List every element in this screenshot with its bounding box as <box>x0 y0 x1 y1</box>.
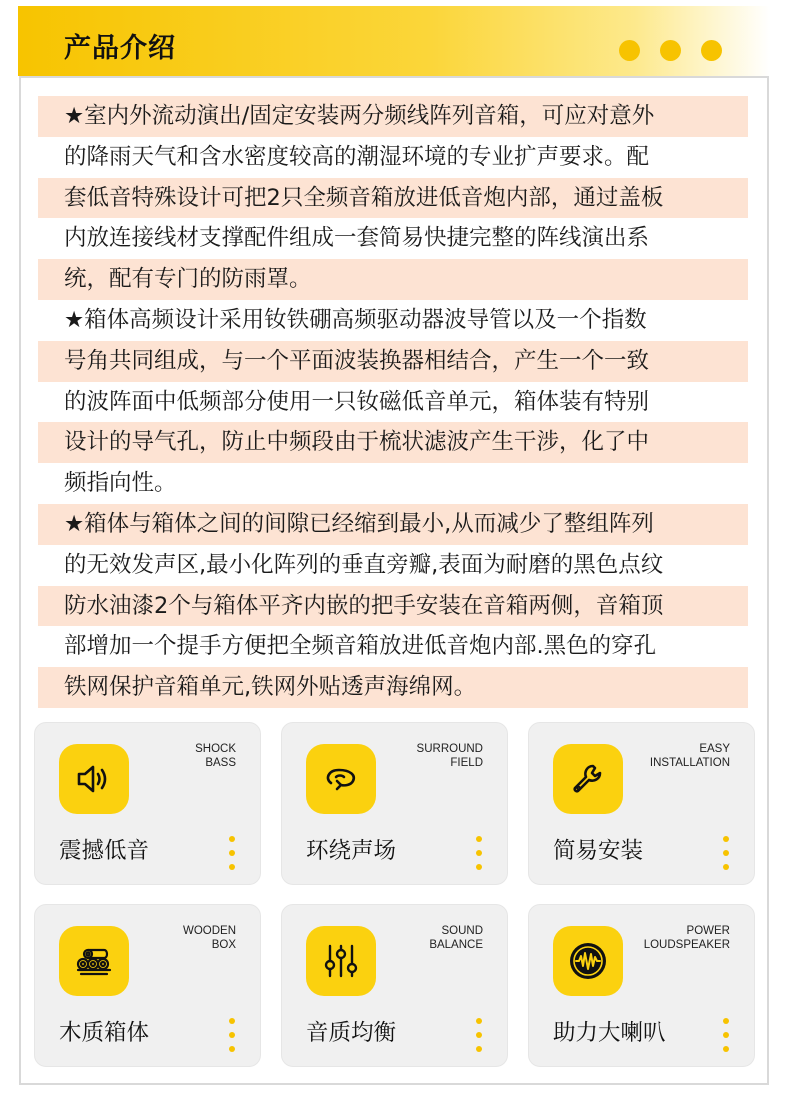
intro-line: 铁网保护音箱单元,铁网外贴透声海绵网。 <box>38 667 748 708</box>
intro-line: 内放连接线材支撑配件组成一套简易快捷完整的阵线演出系 <box>64 225 650 252</box>
intro-line: 套低音特殊设计可把2只全频音箱放进低音炮内部，通过盖板 <box>38 178 748 219</box>
intro-line: 设计的导气孔，防止中频段由于梳状滤波产生干涉，化了中 <box>38 422 748 463</box>
feature-english-label: SHOCK BASS <box>195 743 236 769</box>
page-title: 产品介绍 <box>64 33 176 64</box>
feature-english-label: POWER LOUDSPEAKER <box>643 925 730 951</box>
dot-icon <box>619 40 640 61</box>
intro-line: 号角共同组成，与一个平面波装换器相结合，产生一个一致 <box>38 341 748 382</box>
intro-line: ★室内外流动演出/固定安装两分频线阵列音箱，可应对意外 <box>38 96 748 137</box>
feature-title: 震撼低音 <box>59 838 150 864</box>
feature-card-surround-field[interactable] <box>281 722 508 885</box>
more-dots-icon[interactable] <box>229 1018 235 1052</box>
intro-line: 频指向性。 <box>64 470 177 497</box>
feature-english-label: EASY INSTALLATION <box>649 743 730 769</box>
intro-line: ★箱体高频设计采用钕铁硼高频驱动器波导管以及一个指数 <box>64 306 647 333</box>
dot-icon <box>660 40 681 61</box>
more-dots-icon[interactable] <box>723 836 729 870</box>
intro-line: 的无效发声区,最小化阵列的垂直旁瓣,表面为耐磨的黑色点纹 <box>64 551 664 578</box>
more-dots-icon[interactable] <box>476 836 482 870</box>
feature-grid <box>34 722 756 1067</box>
feature-english-label: SOUND BALANCE <box>429 925 483 951</box>
feature-english-label: SURROUND FIELD <box>416 743 483 769</box>
more-dots-icon[interactable] <box>723 1018 729 1052</box>
feature-title: 助力大喇叭 <box>553 1020 666 1046</box>
intro-line: 的波阵面中低频部分使用一只钕磁低音单元，箱体装有特别 <box>64 388 650 415</box>
dot-icon <box>701 40 722 61</box>
feature-title: 环绕声场 <box>306 838 397 864</box>
feature-card-wooden-box[interactable] <box>34 904 261 1067</box>
header-decoration-dots <box>619 40 722 61</box>
feature-card-sound-balance[interactable] <box>281 904 508 1067</box>
feature-card-easy-installation[interactable] <box>528 722 755 885</box>
intro-line: 的降雨天气和含水密度较高的潮湿环境的专业扩声要求。配 <box>64 143 650 170</box>
header-banner <box>18 6 770 76</box>
intro-line: ★箱体与箱体之间的间隙已经缩到最小,从而减少了整组阵列 <box>38 504 748 545</box>
more-dots-icon[interactable] <box>229 836 235 870</box>
intro-line: 部增加一个提手方便把全频音箱放进低音炮内部.黑色的穿孔 <box>64 633 657 660</box>
feature-title: 木质箱体 <box>59 1020 150 1046</box>
feature-card-shock-bass[interactable] <box>34 722 261 885</box>
more-dots-icon[interactable] <box>476 1018 482 1052</box>
intro-text <box>38 96 748 708</box>
feature-card-power-loudspeaker[interactable] <box>528 904 755 1067</box>
feature-title: 简易安装 <box>553 838 644 864</box>
intro-line: 统，配有专门的防雨罩。 <box>38 259 748 300</box>
feature-english-label: WOODEN BOX <box>182 925 236 951</box>
feature-title: 音质均衡 <box>306 1020 397 1046</box>
intro-line: 防水油漆2个与箱体平齐内嵌的把手安装在音箱两侧，音箱顶 <box>38 586 748 627</box>
